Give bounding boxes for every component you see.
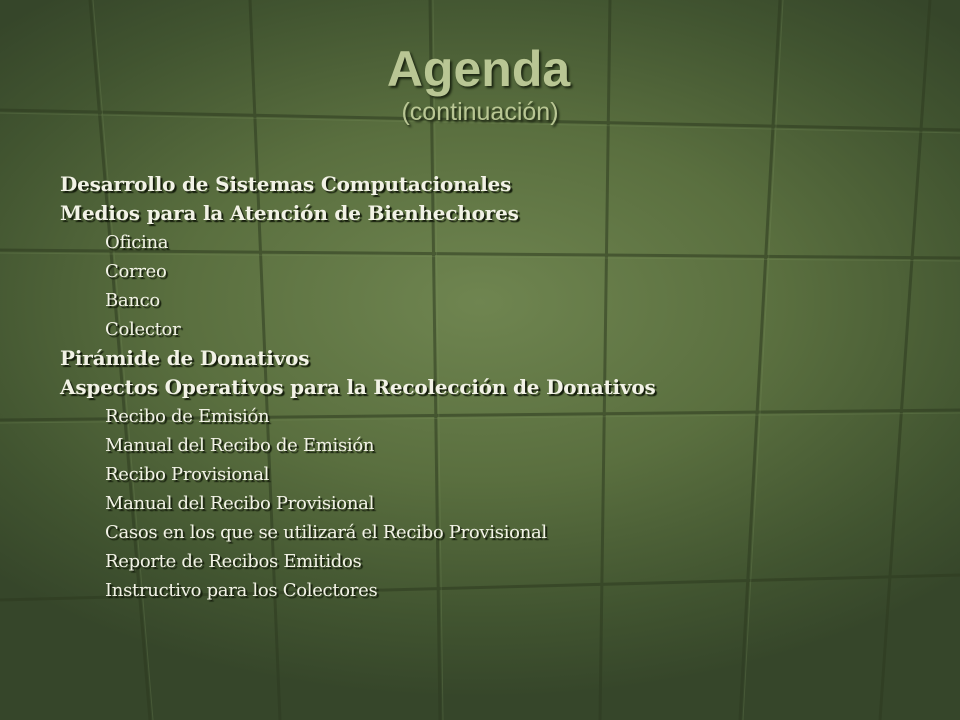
agenda-subitem: Instructivo para los Colectores [105,580,378,601]
agenda-subitem: Banco [105,290,160,311]
slide-subtitle: (continuación) [401,98,559,126]
agenda-subitem: Recibo de Emisión [105,406,270,427]
agenda-heading-item: Desarrollo de Sistemas Computacionales [60,172,512,196]
agenda-subitem: Correo [105,261,167,282]
agenda-heading-item: Medios para la Atención de Bienhechores [60,201,519,225]
agenda-subitem: Oficina [105,232,169,253]
agenda-subitem: Manual del Recibo de Emisión [105,435,375,456]
agenda-heading-item: Pirámide de Donativos [60,346,310,370]
agenda-subitem: Recibo Provisional [105,464,270,485]
agenda-subitem: Manual del Recibo Provisional [105,493,375,514]
agenda-heading-item: Aspectos Operativos para la Recolección de Donativos [60,375,656,399]
slide-title: Agenda [386,41,571,97]
agenda-subitem: Reporte de Recibos Emitidos [105,551,362,572]
agenda-subitem: Colector [105,319,181,340]
agenda-subitem: Casos en los que se utilizará el Recibo Provisional [105,522,547,543]
agenda-list [60,170,656,605]
title-block [0,40,960,126]
